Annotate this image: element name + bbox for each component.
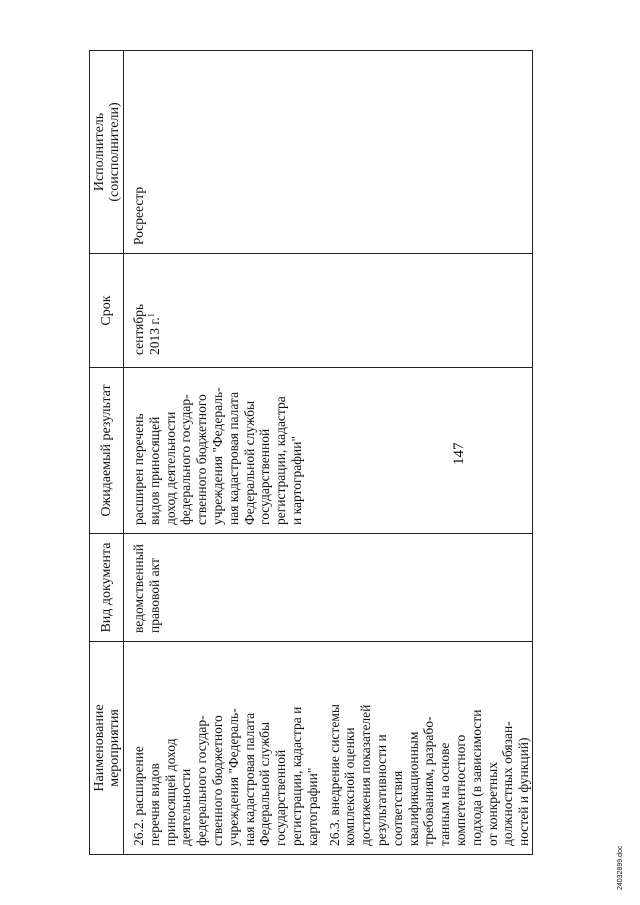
page-number: 147 <box>451 442 467 465</box>
plan-table <box>89 50 533 855</box>
footnote-marker: 1 <box>146 313 156 318</box>
cell-event: 26.3. внедрение системы комплексной оценки достижения показателей результативности и соответствия квалификационным требованиям, разрабо- танным на основе компетентностного подхода (в зависимости от конкретных должностных обязан- ностей и функций) <box>321 642 533 855</box>
document-id: 24032899.doc <box>617 845 624 890</box>
cell-doc-type: ведомственный правовой акт <box>124 534 321 642</box>
cell-result <box>321 368 533 534</box>
cell-result: расширен перечень видов приносящей доход деятельности федерального государ- ственного бюджетного учреждения "Федераль- ная кадастровая палата Федеральной службы государственной регистрации, кадастра и картографии" <box>124 368 321 534</box>
cell-doc-type <box>321 534 533 642</box>
cell-executor <box>321 51 533 254</box>
cell-deadline <box>124 254 321 368</box>
header-deadline: Срок <box>90 254 124 368</box>
table-header-row <box>90 51 124 855</box>
deadline-text: сентябрь 2013 г. <box>131 303 162 355</box>
header-executor: Исполнитель (соисполнители) <box>90 51 124 254</box>
header-result: Ожидаемый результат <box>90 368 124 534</box>
cell-deadline <box>321 254 533 368</box>
header-doc-type: Вид документа <box>90 534 124 642</box>
cell-executor: Росреестр <box>124 51 321 254</box>
header-event: Наименование мероприятия <box>90 642 124 855</box>
cell-event: 26.2. расширение перечня видов приносящей доход деятельности федерального государ- ственного бюджетного учреждения "Федераль- ная кадастровая палата Федеральной службы государственной регистрации, кадастра и картографии" <box>124 642 321 855</box>
table-row <box>321 51 533 855</box>
table-row <box>124 51 321 855</box>
